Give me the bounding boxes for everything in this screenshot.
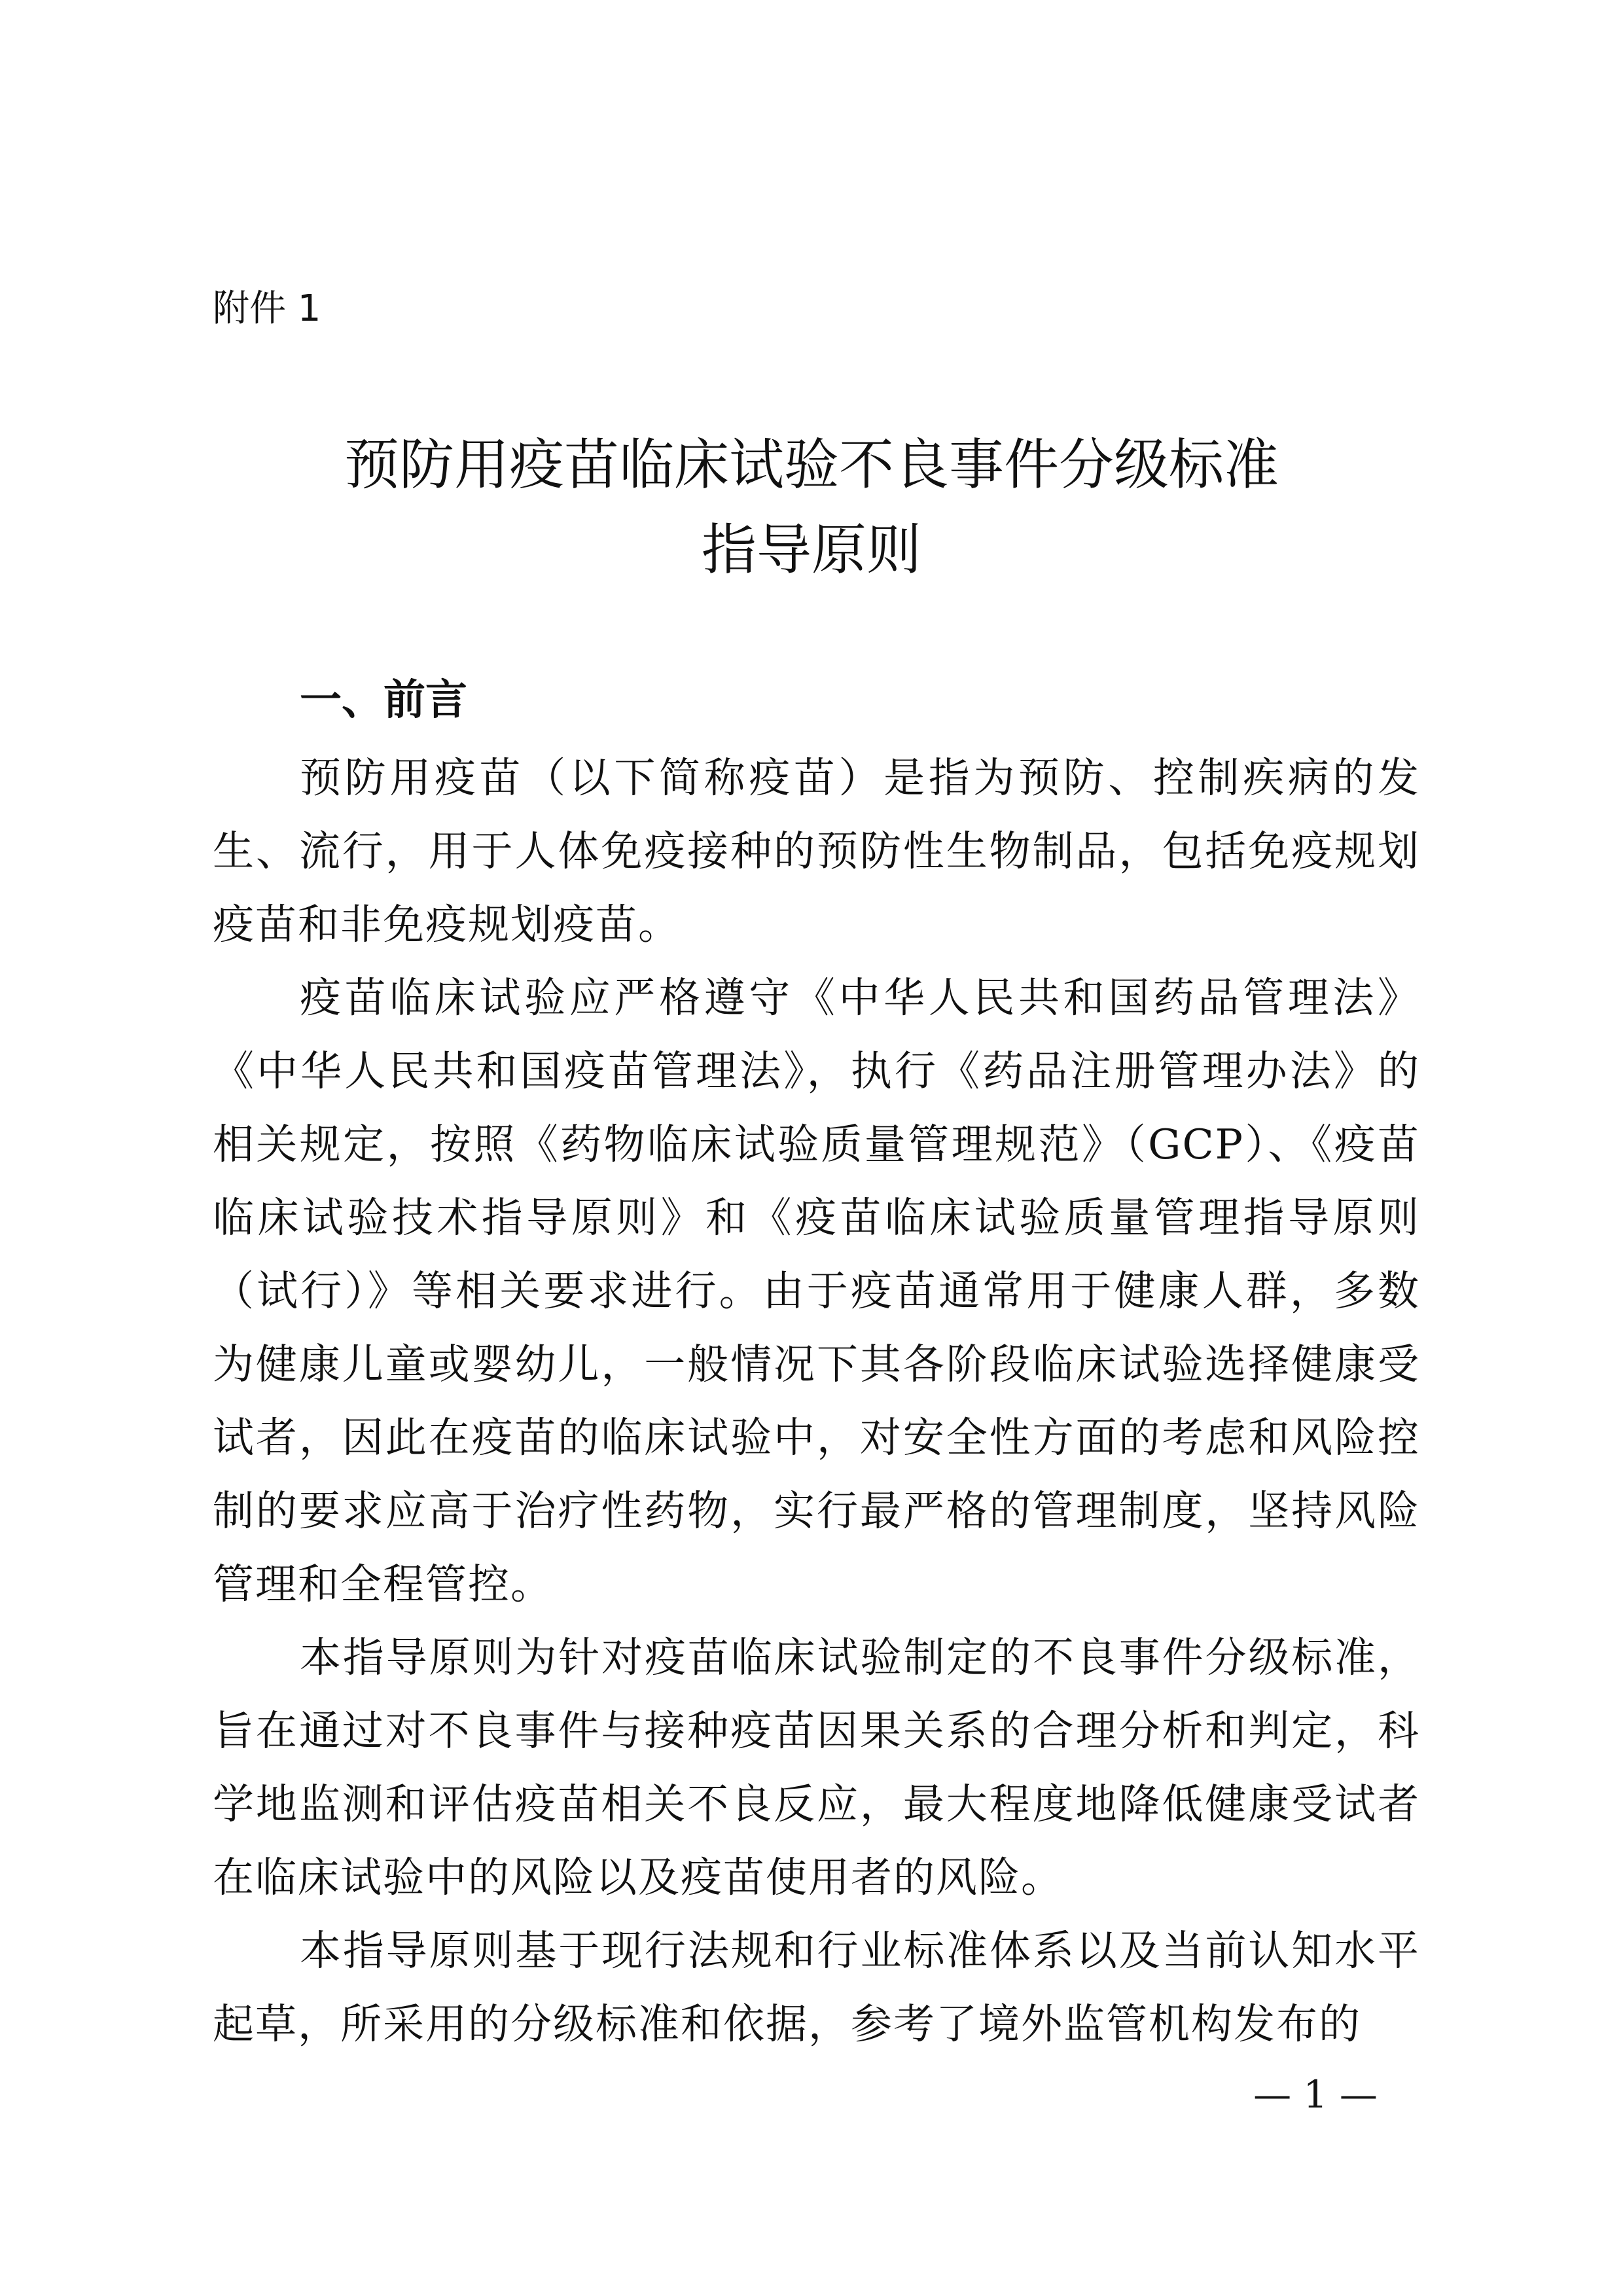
body-text <box>213 742 1420 2061</box>
paragraph-1: 预防用疫苗（以下简称疫苗）是指为预防、控制疾病的发生、流行，用于人体免疫接种的预防性生物制品，包括免疫规划疫苗和非免疫规划疫苗。 <box>213 754 1420 948</box>
paragraph-4: 本指导原则基于现行法规和行业标准体系以及当前认知水平起草，所采用的分级标准和依据，参考了境外监管机构发布的 <box>213 1927 1420 2048</box>
page-number: — 1 — <box>1253 2072 1378 2117</box>
attachment-label: 附件 1 <box>213 287 321 330</box>
paragraph-2: 疫苗临床试验应严格遵守《中华人民共和国药品管理法》《中华人民共和国疫苗管理法》，执行《药品注册管理办法》的相关规定，按照《药物临床试验质量管理规范》（GCP）、《疫苗临床试验技术指导原则》和《疫苗临床试验质量管理指导原则（试行）》等相关要求进行。由于疫苗通常用于健康人群，多数为健康儿童或婴幼儿，一般情况下其各阶段临床试验选择健康受试者，因此在疫苗的临床试验中，对安全性方面的考虑和风险控制的要求应高于治疗性药物，实行最严格的管理制度，坚持风险管理和全程管控。 <box>213 974 1420 1608</box>
paragraph-3: 本指导原则为针对疫苗临床试验制定的不良事件分级标准，旨在通过对不良事件与接种疫苗因果关系的合理分析和判定，科学地监测和评估疫苗相关不良反应，最大程度地降低健康受试者在临床试验中的风险以及疫苗使用者的风险。 <box>213 1634 1420 1901</box>
section-heading-preface: 一、前言 <box>300 676 467 725</box>
document-title-line-1: 预防用疫苗临床试验不良事件分级标准 <box>344 433 1279 497</box>
document-title-line-2: 指导原则 <box>701 518 921 582</box>
